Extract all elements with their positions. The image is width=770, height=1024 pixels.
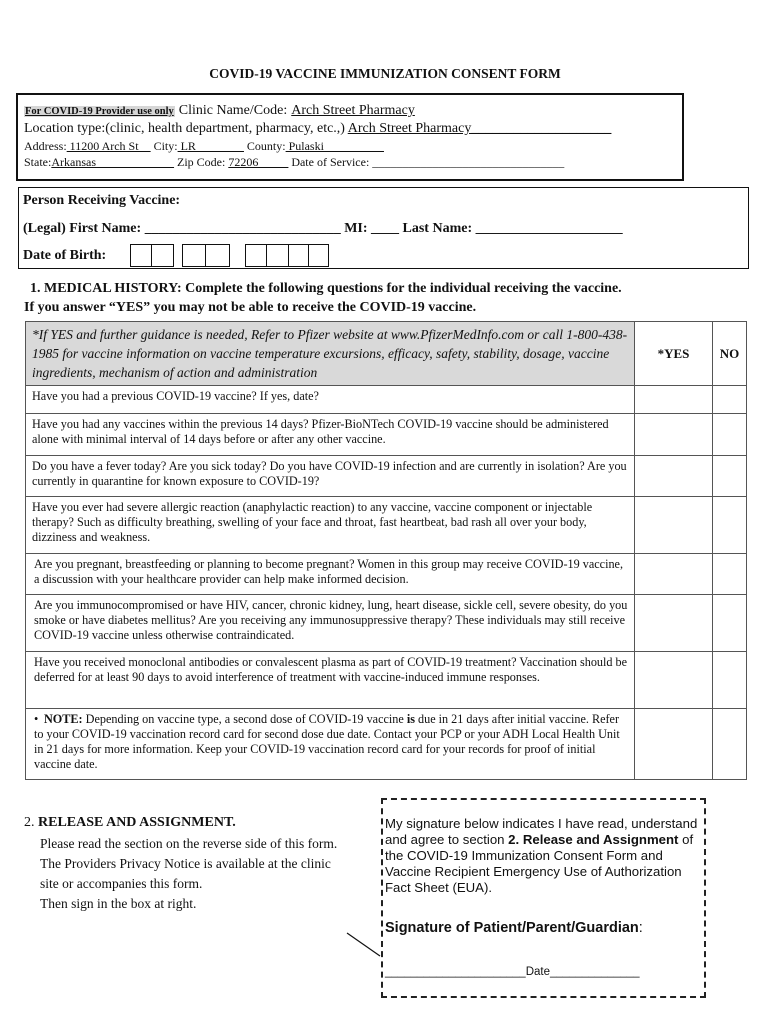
medical-history-table: [25, 321, 747, 780]
release-line: Then sign in the box at right.: [40, 896, 197, 911]
signature-date-line[interactable]: ______________________Date______________: [385, 966, 640, 978]
medical-history-warning: If you answer “YES” you may not be able to receive the COVID-19 vaccine.: [24, 300, 477, 315]
name-row: [23, 221, 623, 237]
release-number: 2.: [24, 815, 35, 830]
table-row: [26, 595, 747, 652]
dob-year-box-1[interactable]: [245, 244, 267, 267]
signature-text-b: of the COVID-19 Immunization Consent Form and Vaccine Recipient Emergency Use of Authorization Fact Sheet (EUA).: [385, 832, 694, 895]
county-label: County:: [246, 139, 286, 153]
state-row: [24, 155, 564, 170]
clinic-label: Clinic Name/Code:: [178, 103, 288, 118]
yes-checkbox[interactable]: [635, 456, 713, 497]
signature-text-bold: 2. Release and Assignment: [508, 832, 679, 847]
dob-month-box-2[interactable]: [152, 244, 174, 267]
signature-label-text: Signature of Patient/Parent/Guardian: [385, 920, 639, 936]
note-is: is: [406, 712, 415, 726]
county-value[interactable]: Pulaski__________: [285, 139, 384, 153]
location-row: [24, 121, 611, 137]
no-checkbox[interactable]: [713, 554, 747, 595]
service-date-label: Date of Service:: [291, 155, 370, 169]
dob-month-box-1[interactable]: [130, 244, 152, 267]
guidance-cell: *If YES and further guidance is needed, Refer to Pfizer website at www.PfizerMedInfo.com or call 1-800-438-1985 for vaccine information on vaccine temperature excursions, efficacy, safety, stability, dosage, vaccine ingredients, mechanism of action and administration: [26, 322, 635, 386]
first-name-label: (Legal) First Name:: [23, 221, 142, 236]
release-title: RELEASE AND ASSIGNMENT.: [38, 815, 236, 830]
form-title: COVID-19 VACCINE IMMUNIZATION CONSENT FORM: [209, 66, 561, 81]
no-checkbox[interactable]: [713, 497, 747, 554]
last-name-label: Last Name:: [402, 221, 473, 236]
signature-box[interactable]: [381, 798, 706, 998]
note-bullet: •: [34, 712, 39, 726]
question-text: Have you received monoclonal antibodies or convalescent plasma as part of COVID-19 treatment? Vaccination should be deferred for at least 90 days to avoid interference of treatment with vaccine-induced immune responses.: [26, 652, 635, 709]
no-checkbox[interactable]: [713, 414, 747, 456]
question-text: Have you had any vaccines within the previous 14 days? Pfizer-BioNTech COVID-19 vaccine should be administered alone with minimal interval of 14 days before or after any other vaccine.: [26, 414, 635, 456]
person-heading: Person Receiving Vaccine:: [23, 193, 181, 208]
no-column-header: NO: [713, 322, 747, 386]
provider-info-box: [16, 93, 684, 181]
location-value[interactable]: Arch Street Pharmacy____________________: [347, 121, 612, 136]
note-yes-cell: [635, 709, 713, 780]
service-date-value[interactable]: ________________________________: [372, 155, 565, 169]
release-line: site or accompanies this form.: [40, 876, 203, 891]
note-no-cell: [713, 709, 747, 780]
release-line: Please read the section on the reverse side of this form.: [40, 836, 338, 851]
table-row: [26, 497, 747, 554]
table-row: [26, 652, 747, 709]
location-label: Location type:(clinic, health department, pharmacy, etc.,): [24, 121, 345, 136]
arrow-pointer-icon: [344, 930, 384, 960]
release-heading: [24, 815, 236, 831]
no-checkbox[interactable]: [713, 652, 747, 709]
signature-text-a: My signature below indicates I have read, understand and agree to section: [385, 816, 698, 847]
mi-label: MI:: [344, 221, 368, 236]
yes-checkbox[interactable]: [635, 497, 713, 554]
release-instructions: [40, 834, 380, 914]
dob-day-box-1[interactable]: [182, 244, 206, 267]
table-row: [26, 414, 747, 456]
yes-checkbox[interactable]: [635, 386, 713, 414]
clinic-row: [24, 101, 415, 119]
person-info-box: [18, 187, 749, 269]
note-row: [26, 709, 747, 780]
address-value[interactable]: 11200 Arch St__: [66, 139, 151, 153]
table-row: [26, 456, 747, 497]
address-row: [24, 139, 384, 154]
signature-statement: [385, 816, 703, 896]
state-value[interactable]: Arkansas_____________: [51, 155, 174, 169]
no-checkbox[interactable]: [713, 595, 747, 652]
table-row: [26, 554, 747, 595]
zip-label: Zip Code:: [176, 155, 226, 169]
last-name-field[interactable]: _____________________: [475, 221, 623, 236]
yes-checkbox[interactable]: [635, 554, 713, 595]
signature-label: [385, 920, 643, 936]
provider-use-tag: For COVID-19 Provider use only: [25, 106, 174, 117]
yes-checkbox[interactable]: [635, 652, 713, 709]
address-label: Address:: [24, 139, 67, 153]
medical-history-heading: 1. MEDICAL HISTORY: Complete the following questions for the individual receiving the vaccine.: [30, 281, 622, 296]
dob-year-box-2[interactable]: [267, 244, 289, 267]
dob-day-box-2[interactable]: [206, 244, 230, 267]
question-text: Have you ever had severe allergic reaction (anaphylactic reaction) to any vaccine, vaccine component or injectable therapy? Such as difficulty breathing, swelling of your face and throat, fast heartbeat, bad rash all over your body, dizziness and weakness.: [26, 497, 635, 554]
zip-value[interactable]: 72206_____: [228, 155, 289, 169]
yes-checkbox[interactable]: [635, 414, 713, 456]
note-label: NOTE:: [44, 712, 83, 726]
no-checkbox[interactable]: [713, 456, 747, 497]
question-text: Are you immunocompromised or have HIV, cancer, chronic kidney, lung, heart disease, sickle cell, severe obesity, do you smoke or have diabetes mellitus? Are you receiving any immunosuppressive therapy? These individuals may still receive COVID-19 vaccine unless otherwise contraindicated.: [26, 595, 635, 652]
note-cell: [26, 709, 635, 780]
yes-column-header: *YES: [635, 322, 713, 386]
mi-field[interactable]: ____: [371, 221, 400, 236]
no-checkbox[interactable]: [713, 386, 747, 414]
city-label: City:: [153, 139, 178, 153]
state-label: State:: [24, 155, 52, 169]
table-row: [26, 386, 747, 414]
city-value[interactable]: LR________: [177, 139, 244, 153]
note-text-a: Depending on vaccine type, a second dose of COVID-19 vaccine: [82, 712, 407, 726]
table-header-row: [26, 322, 747, 386]
first-name-field[interactable]: ____________________________: [144, 221, 341, 236]
dob-label: Date of Birth:: [23, 248, 107, 263]
yes-checkbox[interactable]: [635, 595, 713, 652]
release-line: The Providers Privacy Notice is available at the clinic: [40, 856, 331, 871]
note-text-b: due in 21 days after initial vaccine. Refer to your COVID-19 vaccination record card for second dose due date. Contact your PCP or your ADH Local Health Unit in 21 days for more information. Keep your COVID-19 vaccination record card for your records for proof of initial vaccine date.: [34, 712, 620, 771]
question-text: Are you pregnant, breastfeeding or planning to become pregnant? Women in this group may receive COVID-19 vaccine, a discussion with your healthcare provider can help make informed decision.: [26, 554, 635, 595]
question-text: Have you had a previous COVID-19 vaccine? If yes, date?: [26, 386, 635, 414]
dob-year-box-3[interactable]: [289, 244, 309, 267]
clinic-value[interactable]: Arch Street Pharmacy: [291, 103, 415, 118]
dob-year-box-4[interactable]: [309, 244, 329, 267]
question-text: Do you have a fever today? Are you sick today? Do you have COVID-19 infection and are currently in isolation? Are you currently in quarantine for known exposure to COVID-19?: [26, 456, 635, 497]
signature-label-colon: :: [638, 920, 643, 936]
